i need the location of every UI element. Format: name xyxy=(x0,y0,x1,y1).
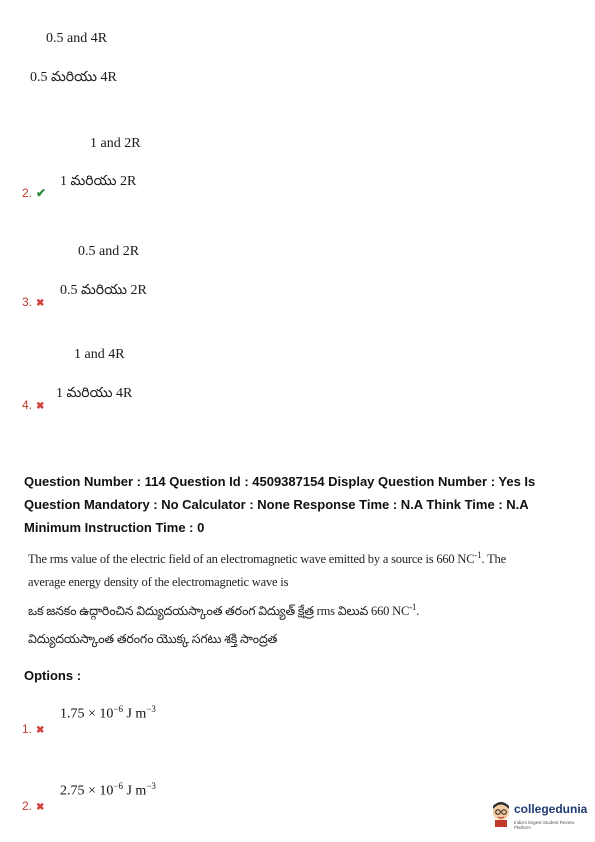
logo-tagline: India's largest Student Review Platform xyxy=(514,820,575,830)
cross-icon: ✖ xyxy=(36,401,45,412)
prev-option-3-marker xyxy=(22,293,44,311)
mascot-icon xyxy=(490,800,512,828)
prev-option-2-marker xyxy=(22,184,46,202)
prev-option-4-en: 1 and 4R xyxy=(74,347,125,362)
check-icon: ✔ xyxy=(36,186,47,200)
prev-option-1-te: 0.5 మరియు 4R xyxy=(30,70,117,85)
option-1-marker xyxy=(22,720,44,738)
prev-option-2-te: 1 మరియు 2R xyxy=(60,174,137,189)
option-number: 3. xyxy=(22,295,33,309)
option-2-formula: $2.75 \times 10^{-6}$ J $m^{-3}$ xyxy=(60,781,156,799)
question-stem-en-line2: average energy density of the electromagnetic wave is xyxy=(28,575,289,589)
prev-option-3-te: 0.5 మరియు 2R xyxy=(60,283,147,298)
question-stem-te-line2: విద్యుదయస్కాంత తరంగం యొక్క సగటు శక్తి సాంద్రత xyxy=(28,632,278,646)
question-stem-te-line1: ఒక జనకం ఉద్గారించిన విద్యుదయస్కాంత తరంగ విద్యుత్ క్షేత్ర rms విలువ 660 $NC^{-1}$. xyxy=(28,602,420,619)
option-2-marker xyxy=(22,797,44,815)
options-label: Options : xyxy=(24,668,82,683)
option-1-formula: $1.75 \times 10^{-6}$ J $m^{-3}$ xyxy=(60,704,156,722)
option-number: 2. xyxy=(22,799,33,813)
question-header: Question Number : 114 Question Id : 4509387154 Display Question Number : Yes Is Question Mandatory : No Calculator : None Response Time : N.A Think Time : N.A Minimum Instruction Time : 0 xyxy=(24,474,536,535)
prev-option-4-te: 1 మరియు 4R xyxy=(56,386,133,401)
prev-option-4-marker xyxy=(22,396,44,414)
option-number: 4. xyxy=(22,398,33,412)
prev-option-2-en: 1 and 2R xyxy=(90,136,141,151)
prev-option-1-en: 0.5 and 4R xyxy=(46,31,108,46)
prev-option-3-en: 0.5 and 2R xyxy=(78,244,140,259)
cross-icon: ✖ xyxy=(36,802,45,813)
option-number: 1. xyxy=(22,722,33,736)
logo-name: collegedunia xyxy=(514,802,588,816)
question-stem-en-line1: The rms value of the electric field of an electromagnetic wave emitted by a source is 660 $NC^{-1}$. The xyxy=(28,550,506,567)
collegedunia-logo xyxy=(490,796,590,836)
cross-icon: ✖ xyxy=(36,298,45,309)
option-number: 2. xyxy=(22,186,33,200)
cross-icon: ✖ xyxy=(36,725,45,736)
